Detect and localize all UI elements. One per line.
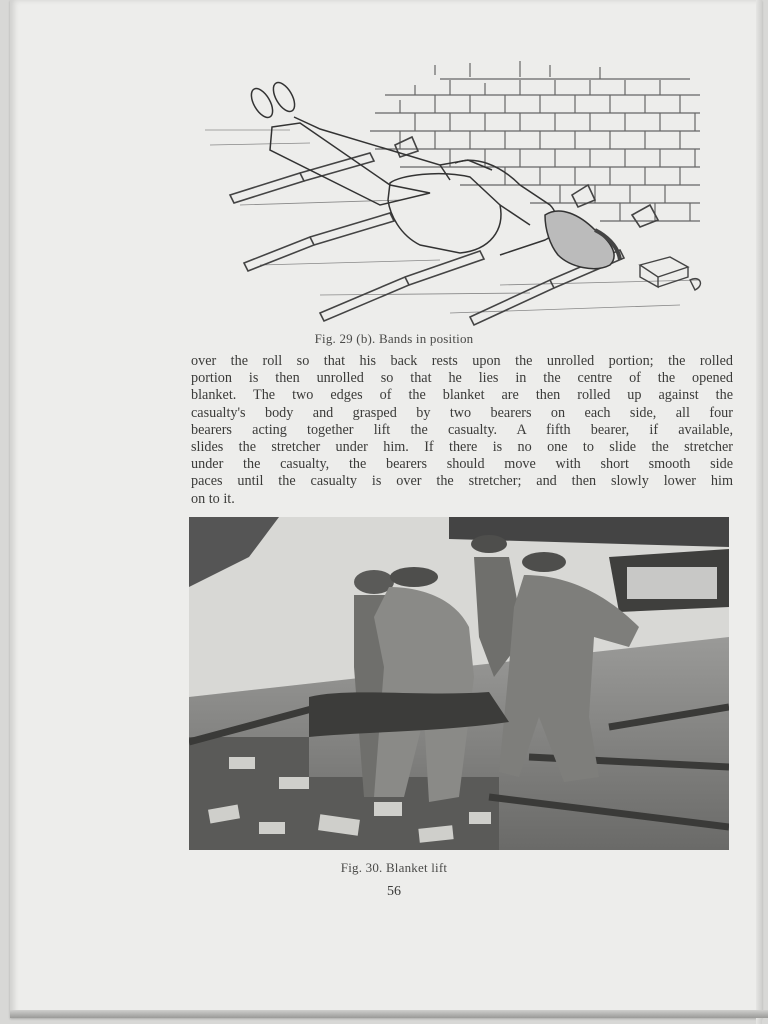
figure-29b-illustration <box>200 55 720 330</box>
brick-wall <box>370 61 700 221</box>
text-line: blanket. The two edges of the blanket are then rolled up against the <box>191 387 733 404</box>
text-line: casualty's body and grasped by two bearers on each side, all four <box>191 404 733 421</box>
page-number: 56 <box>387 884 401 899</box>
figure-29b-caption: Fig. 29 (b). Bands in position <box>314 331 474 346</box>
text-line: under the casualty, the bearers should move with short smooth side <box>191 456 733 473</box>
figure-30-caption: Fig. 30. Blanket lift <box>340 860 448 875</box>
body-paragraph <box>191 353 733 508</box>
text-line: slides the stretcher under him. If there is no one to slide the stretcher <box>191 438 733 455</box>
figure-30-photo <box>189 517 729 850</box>
text-line: bearers acting together lift the casualty. A fifth bearer, if available, <box>191 421 733 438</box>
text-line: paces until the casualty is over the stretcher; and then slowly lower him <box>191 473 733 490</box>
text-line: portion is then unrolled so that he lies in the centre of the opened <box>191 370 733 387</box>
page-bottom-edge <box>10 1010 768 1018</box>
loose-brick <box>640 257 700 290</box>
book-page <box>10 0 762 1018</box>
text-line: over the roll so that his back rests upon the unrolled portion; the rolled <box>191 353 733 369</box>
text-line: on to it. <box>191 490 235 507</box>
